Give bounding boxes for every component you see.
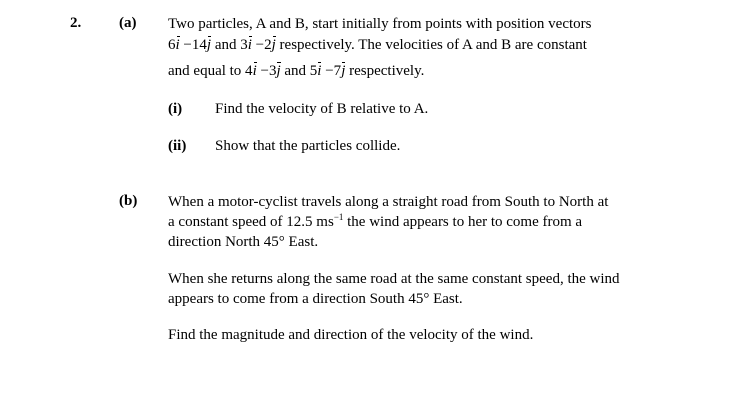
part-b-para2-line1: When she returns along the same road at the same constant speed, the wind	[168, 271, 620, 287]
sub-ii-label: (ii)	[168, 138, 187, 154]
vector-coef: −3	[256, 63, 277, 79]
vector-coef: −7	[321, 63, 342, 79]
part-a-line-1: Two particles, A and B, start initially from points with position vectors	[168, 16, 592, 32]
part-b-para1-line1: When a motor-cyclist travels along a straight road from South to North at	[168, 194, 609, 210]
sub-ii-text: Show that the particles collide.	[215, 138, 401, 154]
text-run: respectively. The velocities of A and B are constant	[275, 37, 587, 53]
part-b-para1-line3: direction North 45° East.	[168, 234, 319, 250]
i-unit-vector: i	[317, 63, 322, 79]
part-b-label: (b)	[119, 193, 138, 209]
text-run: the wind appears to her to come from a	[343, 214, 583, 230]
exponent: −1	[333, 212, 344, 222]
sub-i-text: Find the velocity of B relative to A.	[215, 101, 429, 117]
vector-coef: −14	[179, 37, 207, 53]
vector-coef: 6	[168, 37, 176, 53]
part-a-label: (a)	[119, 15, 137, 31]
part-a-line-3	[168, 61, 424, 81]
question-number: 2.	[70, 15, 82, 31]
i-unit-vector: i	[247, 37, 252, 53]
part-b-para2-line2: appears to come from a direction South 45° East.	[168, 291, 463, 307]
vector-coef: −2	[251, 37, 272, 53]
text-run: respectively.	[345, 63, 425, 79]
text-run: a constant speed of 12.5 ms	[168, 214, 334, 230]
i-unit-vector: i	[175, 37, 180, 53]
j-unit-vector: j	[276, 63, 281, 79]
text-run: and 5	[280, 63, 318, 79]
part-a-line-2	[168, 35, 587, 55]
j-unit-vector: j	[341, 63, 346, 79]
sub-i-label: (i)	[168, 101, 183, 117]
j-unit-vector: j	[206, 37, 212, 53]
text-run: and equal to 4	[168, 63, 253, 79]
part-b-para1-line2	[168, 212, 582, 232]
i-unit-vector: i	[252, 63, 257, 79]
text-run: and 3	[211, 37, 248, 53]
j-unit-vector: j	[271, 37, 276, 53]
part-b-para3-line1: Find the magnitude and direction of the velocity of the wind.	[168, 327, 534, 343]
